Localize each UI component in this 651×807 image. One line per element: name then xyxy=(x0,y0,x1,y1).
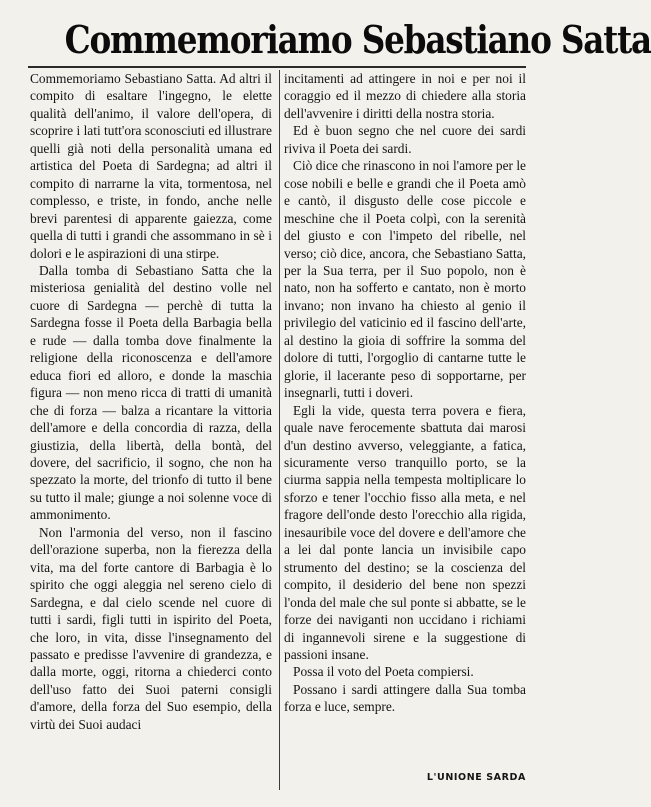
paragraph-left-3: Non l'armonia del verso, non il fascino dell'orazione superba, non la fierezza della vita, ma del forte cantore di Barbagia è lo spirito che oggi aleggia nel sereno cielo di Sardegna, e dal cielo scende nel cuore di tutti i sardi, figli tutti in ispirito del Poeta, che loro, in vita, disse l'insegnamento del passato e predisse l'avvenire di grandezza, e dalla morte, oggi, ritorna a chiederci conto dell'uso fatto dei Suoi paterni consigli d'amore, della forza del Suo esempio, della virtù dei Suoi audaci xyxy=(30,524,272,732)
newspaper-signature: L'UNIONE SARDA xyxy=(426,772,526,783)
paragraph-right-2: Ed è buon segno che nel cuore dei sardi riviva il Poeta dei sardi. xyxy=(284,123,526,156)
column-divider xyxy=(279,70,280,790)
paragraph-left-2: Dalla tomba di Sebastiano Satta che la misteriosa genialità del destino volle nel cuore di Sardegna — perchè di tutta la Sardegna fosse il Poeta della Barbagia bella e rude — dalla tomba dove finalmente la religione della riconoscenza e dell'amore educa fiori ed alloro, e donde la maschia figura — non meno ricca di tratti di umanità che di forza — balza a ricantare la vittoria dell'amore e della concordia di razza, della giustizia, della libertà, della bontà, del dovere, del sacrificio, il sogno, che non ha spezzato la morte, del trionfo di tutto il bene su tutto il male; giunge a noi solenne voce di ammonimento. xyxy=(30,262,272,523)
paragraph-right-3: Ciò dice che rinascono in noi l'amore per le cose nobili e belle e grandi che il Poeta amò e cantò, il disgusto delle cose piccole e meschine che il Poeta colpì, con la serenità del giusto e con l'impeto del ribelle, nel verso; ciò dice, ancora, che Sebastiano Satta, per la Sua terra, per il Suo popolo, non è nato, non ha sofferto e cantato, non è morto invano; non invano ha chiesto al genio il privilegio del vaticinio ed il fascino dell'arte, al destino la gioia di soffrire la somma del dolore di tutti, l'orgoglio di cantarne tutte le glorie, il lacerante peso di sopportarne, per insegnarli, tutti i doveri. xyxy=(284,158,526,401)
headline-rule xyxy=(28,66,526,68)
article-headline: Commemoriamo Sebastiano Satta xyxy=(64,17,651,62)
paragraph-right-1: incitamenti ad attingere in noi e per noi il coraggio ed il mezzo di chiedere alla storia dell'avvenire i diritti della nostra storia. xyxy=(284,71,526,121)
paragraph-right-6: Possano i sardi attingere dalla Sua tomba forza e luce, sempre. xyxy=(284,681,526,715)
paragraph-right-5: Possa il voto del Poeta compiersi. xyxy=(293,664,474,680)
article-column-left xyxy=(30,70,272,790)
paragraph-right-4: Egli la vide, questa terra povera e fiera, quale nave ferocemente sbattuta dai marosi d'un destino avverso, veleggiante, a fatica, sicuramente verso tranquillo porto, se la ciurma sappia nella tempesta moltiplicare lo sforzo e tener l'occhio fisso alla meta, e nel fragore dell'onde desto l'orecchio alla rigida, inesauribile voce del dovere e dell'amore che a lei dal ponte lancia un invisibile capo strumento del destino; se la coscienza del compito, il desiderio del bene non spezzi l'onda del male che sul ponte si abbatte, se le forze dei naviganti non uccidano i richiami di ingannevoli sirene e la suggestione di passioni insane. xyxy=(284,402,526,662)
paragraph-left-1: Commemoriamo Sebastiano Satta. Ad altri il compito di esaltare l'ingegno, le elette qualità dell'animo, il valore dell'opera, di scoprire i lati tutt'ora sconosciuti ed illustrare quelli già noti della personalità umana ed artistica del Poeta di Sardegna; ad altri il compito di narrarne la vita, tormentosa, nel complesso, e triste, in fondo, anche nelle brevi parentesi di apparente gaiezza, come quella di tutti i grandi che assommano in sè i dolori e le aspirazioni di una stirpe. xyxy=(30,71,272,261)
article-column-right xyxy=(284,70,526,790)
